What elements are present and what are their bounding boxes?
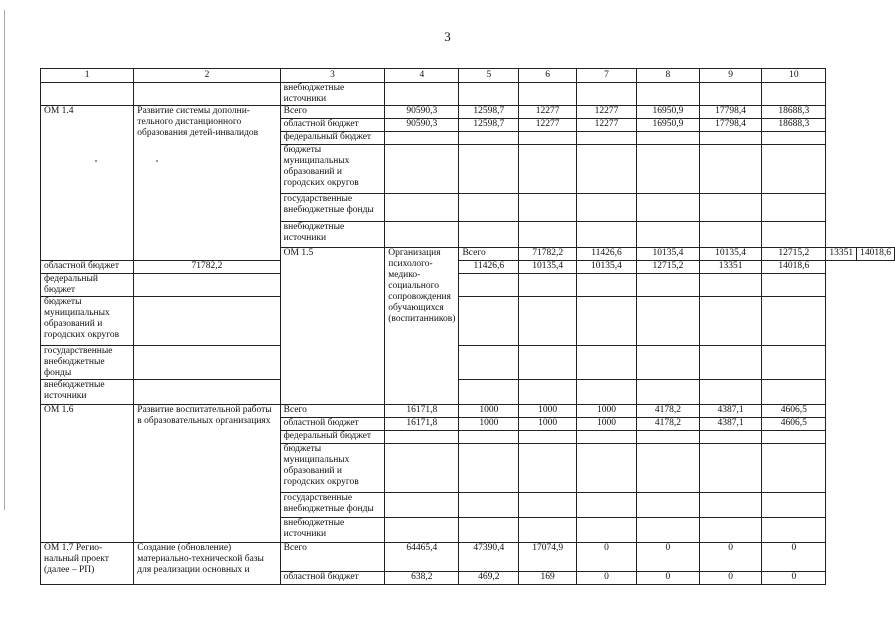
column-header: 5 <box>459 69 519 83</box>
value-cell: 469,2 <box>459 572 519 585</box>
value-cell: 16171,8 <box>385 418 459 431</box>
column-header: 1 <box>41 69 134 83</box>
value-cell: 169 <box>519 572 577 585</box>
source-cell: федеральный бюджет <box>280 132 385 145</box>
table-row <box>41 380 895 405</box>
value-cell: 71782,2 <box>519 248 577 261</box>
value-cell: 1000 <box>519 405 577 418</box>
value-cell: 1000 <box>577 405 637 418</box>
source-cell: федеральный бюджет <box>280 431 385 444</box>
source-cell: областной бюджет <box>41 261 134 274</box>
value-cell: 18688,3 <box>762 119 826 132</box>
table-row <box>41 274 895 297</box>
table-row <box>41 405 895 418</box>
value-cell: 1000 <box>577 418 637 431</box>
source-cell: внебюджетные источники <box>41 380 134 405</box>
value-cell: 12715,2 <box>762 248 826 261</box>
value-cell: 1000 <box>519 418 577 431</box>
value-cell: 13351 <box>699 261 761 274</box>
value-cell: 12598,7 <box>459 119 519 132</box>
value-cell: 0 <box>762 543 826 572</box>
measure-code: ОМ 1.7 Регио-нальный проект (далее – РП) <box>41 543 134 585</box>
source-cell: бюджеты муниципальных образований и городских округов <box>280 145 385 194</box>
measure-code: ОМ 1.5 <box>280 248 385 405</box>
value-cell: 4178,2 <box>636 405 699 418</box>
value-cell: 0 <box>636 543 699 572</box>
value-cell: 12277 <box>519 119 577 132</box>
table-row <box>41 261 895 274</box>
code-cell <box>41 83 134 106</box>
source-cell: бюджеты муниципальных образований и городских округов <box>41 297 134 346</box>
value-cell: 90590,3 <box>385 106 459 119</box>
value-cell: 0 <box>762 572 826 585</box>
value-cell: 1000 <box>459 418 519 431</box>
name-cell <box>134 83 280 106</box>
value-cell: 4606,5 <box>762 418 826 431</box>
value-cell: 10135,4 <box>577 261 637 274</box>
value-cell: 4606,5 <box>762 405 826 418</box>
source-cell: государственные внебюджетные фонды <box>41 346 134 380</box>
value-cell: 12277 <box>577 106 637 119</box>
measure-code: ОМ 1.4 <box>41 106 134 261</box>
value-cell: 10135,4 <box>636 248 699 261</box>
column-header: 6 <box>519 69 577 83</box>
measure-code: ОМ 1.6 <box>41 405 134 543</box>
value-cell: 90590,3 <box>385 119 459 132</box>
value-cell: 0 <box>699 572 761 585</box>
value-cell: 16950,9 <box>636 106 699 119</box>
value-cell: 10135,4 <box>519 261 577 274</box>
source-cell: Всего <box>280 405 385 418</box>
page-number: 3 <box>444 29 451 44</box>
source-cell: государственные внебюджетные фонды <box>280 194 385 222</box>
scan-edge-line <box>4 10 5 510</box>
column-header: 8 <box>636 69 699 83</box>
source-cell: областной бюджет <box>280 418 385 431</box>
column-header: 9 <box>699 69 761 83</box>
table-header-row <box>41 69 895 83</box>
value-cell: 14018,6 <box>762 261 826 274</box>
value-cell: 638,2 <box>385 572 459 585</box>
table-row <box>41 106 895 119</box>
funding-table <box>40 68 895 585</box>
source-cell: областной бюджет <box>280 119 385 132</box>
measure-name: Развитие системы дополни-тельного дистанционного образования детей-инвалидов <box>134 106 280 261</box>
value-cell: 17798,4 <box>699 119 761 132</box>
column-header: 2 <box>134 69 280 83</box>
value-cell: 4387,1 <box>699 405 761 418</box>
table-row <box>41 297 895 346</box>
measure-name: Организация психолого-медико-социального сопровождения обучающихся (воспитанников) <box>385 248 459 405</box>
measure-name: Развитие воспитательной работы в образовательных организациях <box>134 405 280 543</box>
source-cell: внебюджетные источники <box>280 518 385 543</box>
value-cell: 64465,4 <box>385 543 459 572</box>
value-cell: 0 <box>577 572 637 585</box>
source-cell: бюджеты муниципальных образований и городских округов <box>280 444 385 493</box>
source-cell: Всего <box>459 248 519 261</box>
value-cell: 10135,4 <box>699 248 761 261</box>
value-cell: 11426,6 <box>459 261 519 274</box>
value-cell: 12277 <box>519 106 577 119</box>
source-cell: государственные внебюджетные фонды <box>280 493 385 518</box>
source-cell: областной бюджет <box>280 572 385 585</box>
value-cell: 1000 <box>459 405 519 418</box>
source-cell: внебюджетные источники <box>280 222 385 248</box>
value-cell: 12277 <box>577 119 637 132</box>
value-cell: 0 <box>577 543 637 572</box>
value-cell: 0 <box>699 543 761 572</box>
value-cell: 14018,6 <box>857 248 895 261</box>
column-header: 4 <box>385 69 459 83</box>
value-cell: 0 <box>636 572 699 585</box>
column-header: 7 <box>577 69 637 83</box>
table-row <box>41 83 895 106</box>
source-cell: внебюджетные источники <box>280 83 385 106</box>
table-row <box>41 543 895 572</box>
value-cell: 13351 <box>826 248 857 261</box>
source-cell: Всего <box>280 543 385 572</box>
table-row <box>41 346 895 380</box>
measure-name: Создание (обновление) материально-технической базы для реализации основных и <box>134 543 280 585</box>
value-cell: 11426,6 <box>577 248 637 261</box>
value-cell: 4387,1 <box>699 418 761 431</box>
column-header: 10 <box>762 69 826 83</box>
column-header: 3 <box>280 69 385 83</box>
value-cell: 12715,2 <box>636 261 699 274</box>
value-cell: 17074,9 <box>519 543 577 572</box>
value-cell: 12598,7 <box>459 106 519 119</box>
value-cell: 18688,3 <box>762 106 826 119</box>
source-cell: федеральный бюджет <box>41 274 134 297</box>
value-cell: 16950,9 <box>636 119 699 132</box>
source-cell: Всего <box>280 106 385 119</box>
value-cell: 47390,4 <box>459 543 519 572</box>
value-cell: 71782,2 <box>134 261 280 274</box>
value-cell: 17798,4 <box>699 106 761 119</box>
value-cell: 16171,8 <box>385 405 459 418</box>
value-cell: 4178,2 <box>636 418 699 431</box>
